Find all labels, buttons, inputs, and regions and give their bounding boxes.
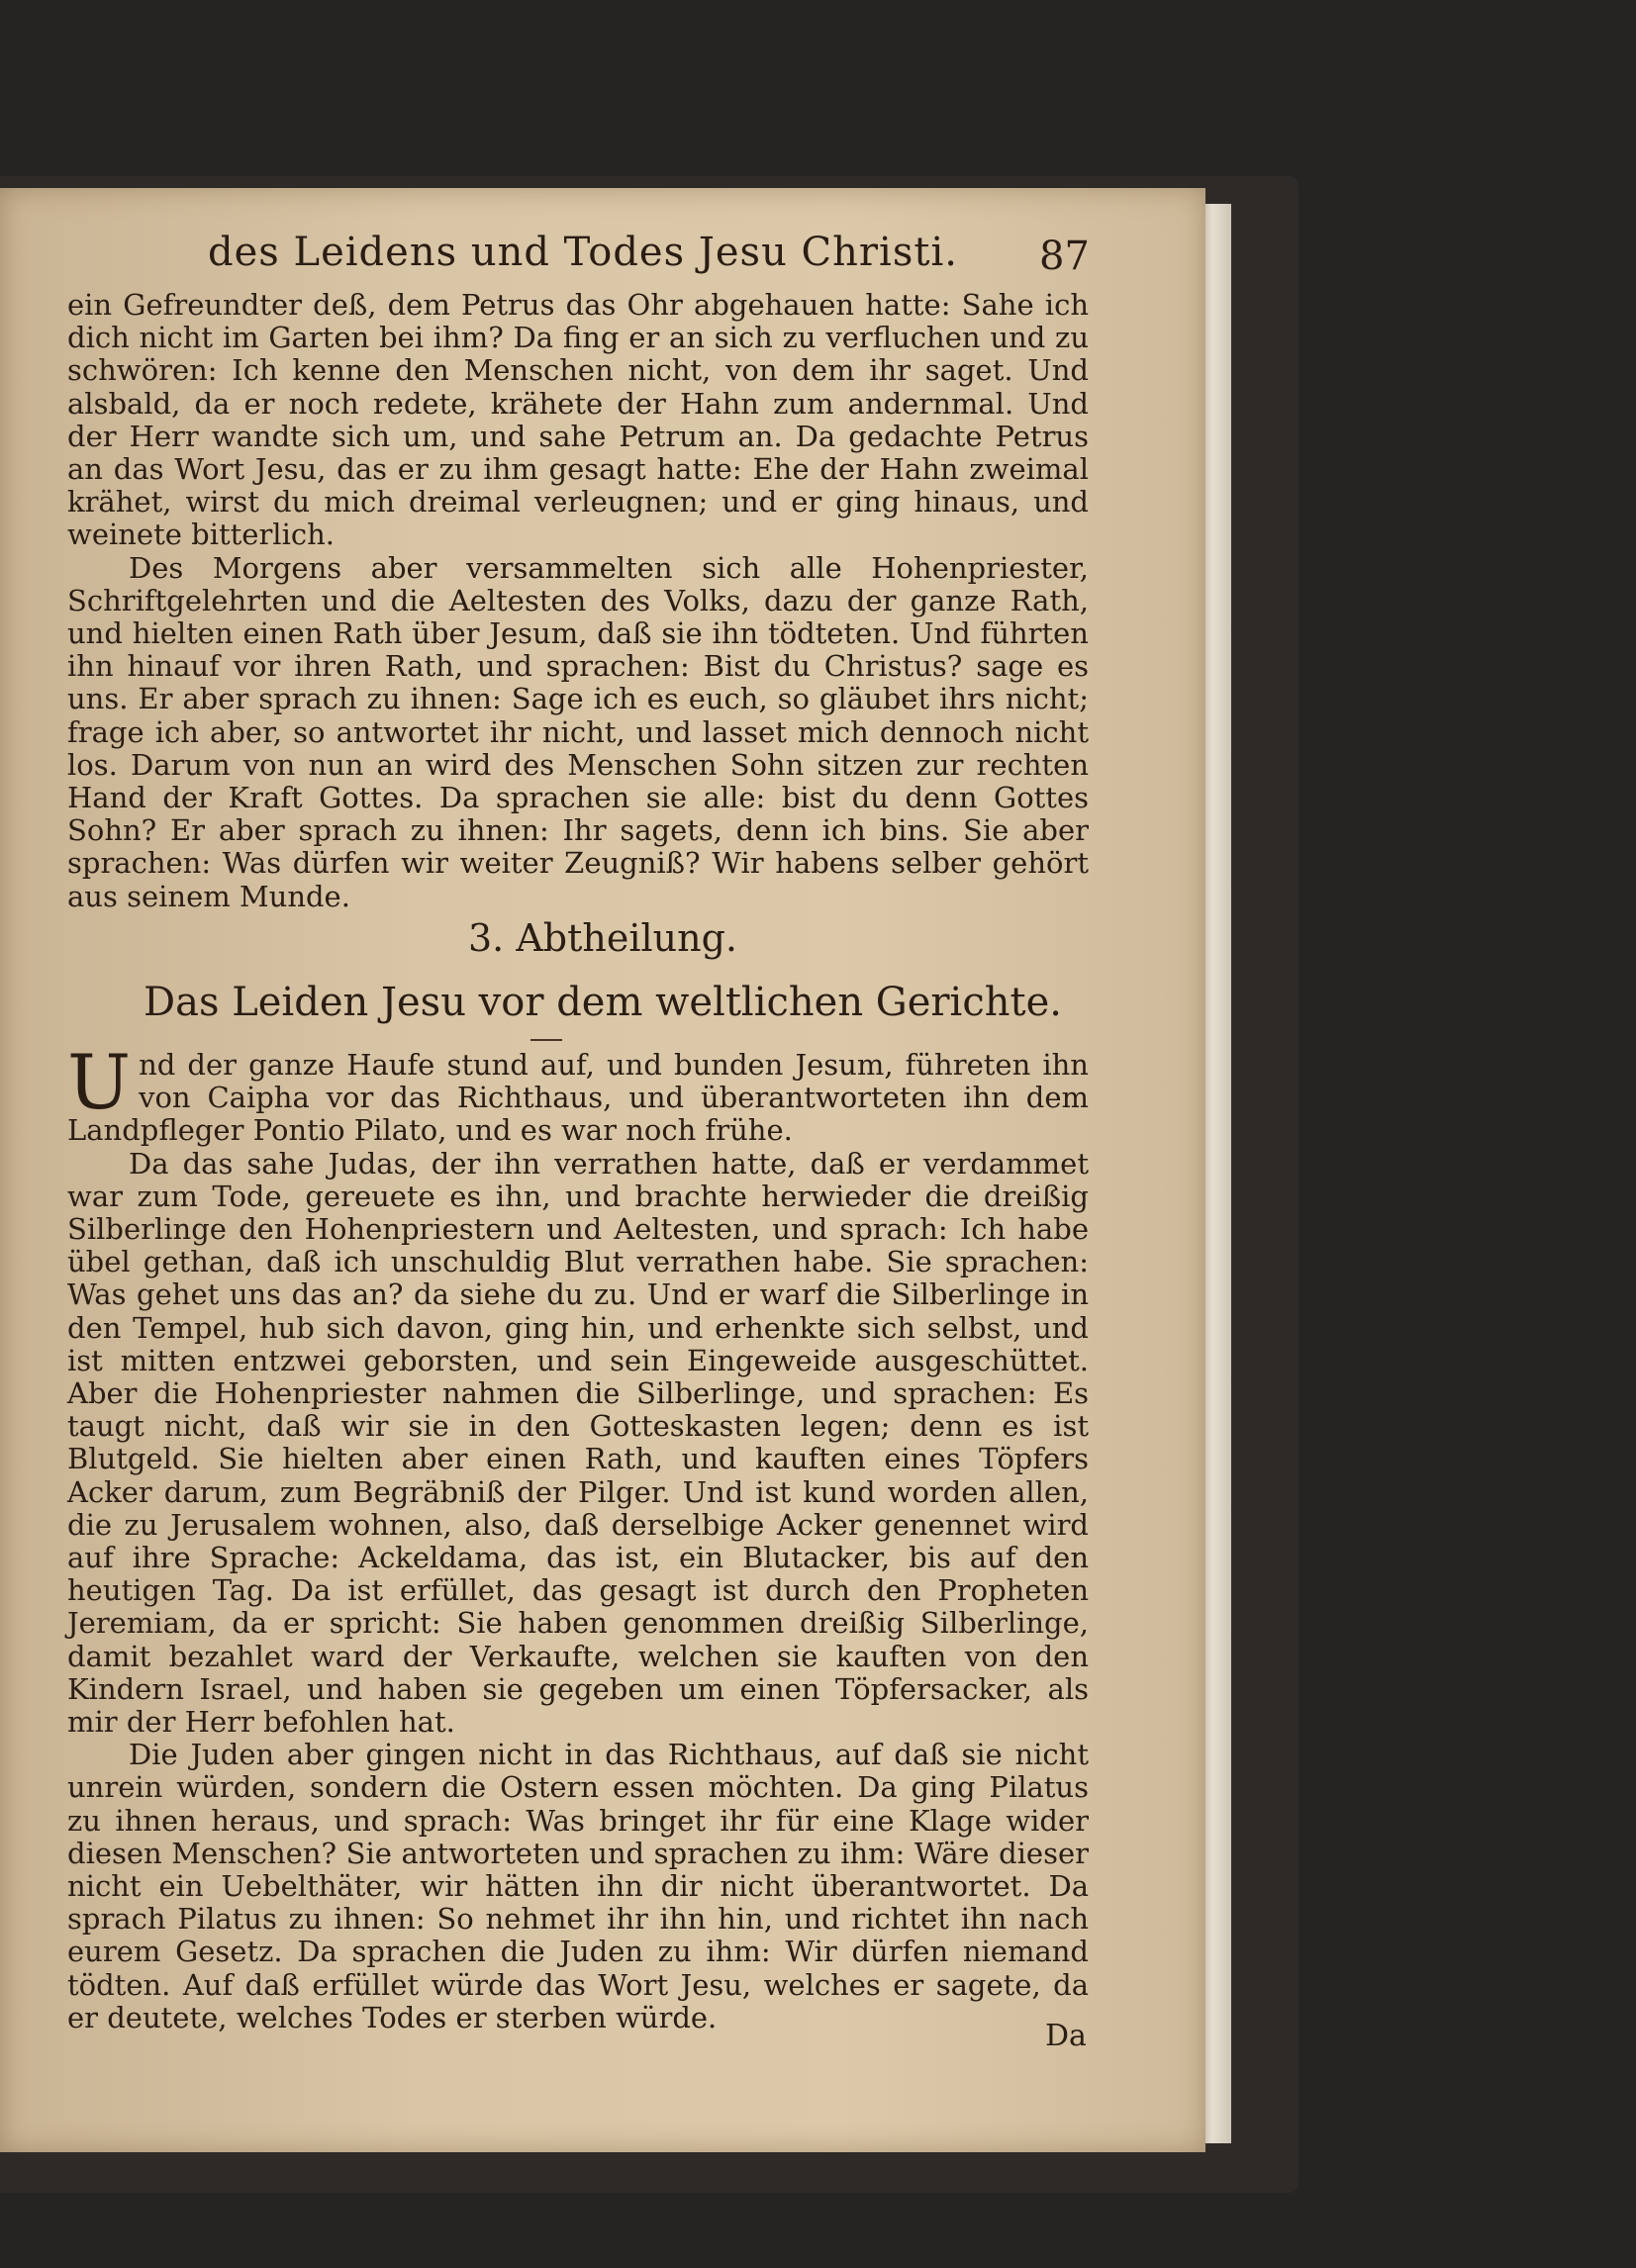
drop-cap: U: [67, 1038, 132, 1126]
paragraph-pilate-arrival-text: nd der ganze Haufe stund auf, und bunden Jesum, führeten ihn von Caipha vor das Richthaus, und überantworteten ihn dem Landpfleger Pontio Pilato, und es war noch frühe.: [67, 1048, 1089, 1148]
running-title: des Leidens und Todes Jesu Christi.: [208, 230, 958, 275]
paragraph-pilate-arrival: [67, 1038, 1089, 1148]
page-number: 87: [1039, 234, 1090, 279]
paragraph-peter-denial: ein Gefreundter deß, dem Petrus das Ohr abgehauen hatte: Sahe ich dich nicht im Garten bei ihm? Da fing er an sich zu verfluchen und zu schwören: Ich kenne den Menschen nicht, von dem ihr saget. Und alsbald, da er noch redete, krähete der Hahn zum andernmal. Und der Herr wandte sich um, und sahe Petrum an. Da gedachte Petrus an das Wort Jesu, das er zu ihm gesagt hatte: Ehe der Hahn zweimal krähet, wirst du mich dreimal verleugnen; und er ging hinaus, und weinete bitterlich.: [67, 288, 1089, 552]
section-divider: [530, 1039, 562, 1041]
paragraph-jews-pilate: Die Juden aber gingen nicht in das Richthaus, auf daß sie nicht unrein würden, sondern die Ostern essen möchten. Da ging Pilatus zu ihnen heraus, und sprach: Was bringet ihr für eine Klage wider diesen Menschen? Sie antworteten und sprachen zu ihm: Wäre dieser nicht ein Uebelthäter, wir hätten ihn dir nicht überantwortet. Da sprach Pilatus zu ihnen: So nehmet ihr ihn hin, und richtet ihn nach eurem Gesetz. Da sprachen die Juden zu ihm: Wir dürfen niemand tödten. Auf daß erfüllet würde das Wort Jesu, welches er sagete, da er deutete, welches Todes er sterben würde.: [67, 1738, 1089, 2034]
text-block-lower: [67, 1038, 1089, 2034]
text-block-upper: [67, 289, 1089, 913]
paragraph-council: Des Morgens aber versammelten sich alle Hohenpriester, Schriftgelehrten und die Aeltesten des Volks, dazu der ganze Rath, und hielten einen Rath über Jesum, daß sie ihn tödteten. Und führten ihn hinauf vor ihren Rath, und sprachen: Bist du Christus? sage es uns. Er aber sprach zu ihnen: Sage ich es euch, so gläubet ihrs nicht; frage ich aber, so antwortet ihr nicht, und lasset mich dennoch nicht los. Darum von nun an wird des Menschen Sohn sitzen zur rechten Hand der Kraft Gottes. Da sprachen sie alle: bist du denn Gottes Sohn? Er aber sprach zu ihnen: Ihr sagets, denn ich bins. Sie aber sprachen: Was dürfen wir weiter Zeugniß? Wir habens selber gehört aus seinem Munde.: [67, 550, 1089, 913]
paragraph-judas: Da das sahe Judas, der ihn verrathen hatte, daß er verdammet war zum Tode, gereuete es ihn, und brachte herwieder die dreißig Silberlinge den Hohenpriestern und Aeltesten, und sprach: Ich habe übel gethan, daß ich unschuldig Blut verrathen habe. Sie sprachen: Was gehet uns das an? da siehe du zu. Und er warf die Silberlinge in den Tempel, hub sich davon, ging hin, und erhenkte sich selbst, und ist mitten entzwei geborsten, und sein Eingeweide ausgeschüttet. Aber die Hohenpriester nahmen die Silberlinge, und sprachen: Es taugt nicht, daß wir sie in den Gotteskasten legen; denn es ist Blutgeld. Sie hielten aber einen Rath, und kauften eines Töpfers Acker darum, zum Begräbniß der Pilger. Und ist kund worden allen, die zu Jerusalem wohnen, also, daß derselbige Acker genennet wird auf ihre Sprache: Ackeldama, das ist, ein Blutacker, bis auf den heutigen Tag. Da ist erfüllet, das gesagt ist durch den Propheten Jeremiam, da er spricht: Sie haben genommen dreißig Silberlinge, damit bezahlet ward der Verkaufte, welchen sie kauften von den Kindern Israel, und haben sie gegeben um einen Töpfersacker, als mir der Herr befohlen hat.: [67, 1146, 1089, 1740]
catchword: Da: [1045, 2019, 1087, 2053]
section-number: 3. Abtheilung.: [468, 916, 737, 960]
section-title: Das Leiden Jesu vor dem weltlichen Gerichte.: [144, 980, 1062, 1025]
